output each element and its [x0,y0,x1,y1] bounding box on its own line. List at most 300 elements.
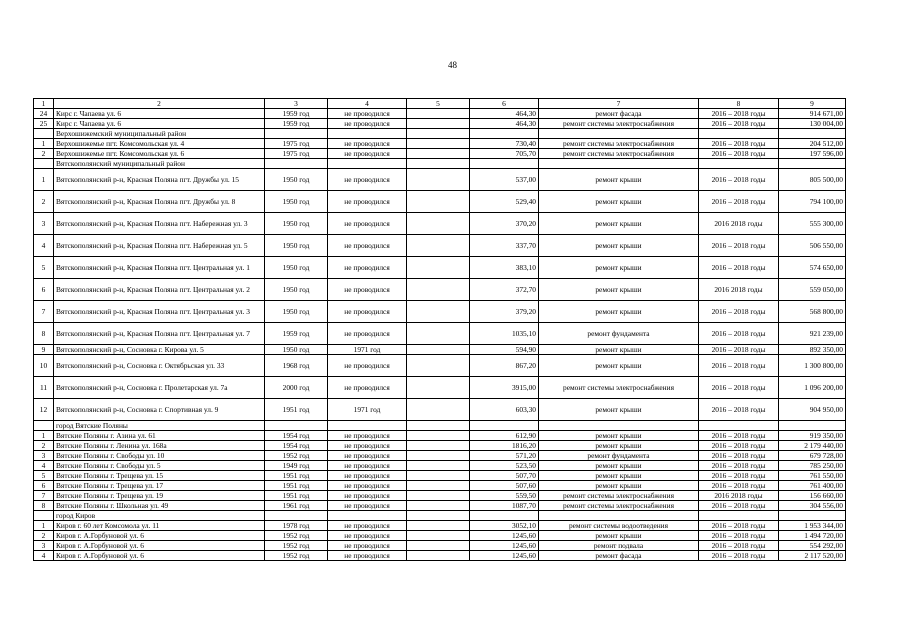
area-cell: 370,20 [470,213,539,235]
period-cell: 2016 – 2018 годы [699,257,779,279]
section-title: город Киров [54,511,265,521]
row-number-cell: 8 [34,501,54,511]
table-row [34,235,846,257]
row-number-cell: 1 [34,169,54,191]
col5-value-cell [407,213,470,235]
work-type-cell: ремонт крыши [539,441,699,451]
address-cell: Киров г. А.Горбуновой ул. 6 [54,541,265,551]
build-year-cell: 1959 год [265,109,328,119]
last-overhaul-cell: не проводился [328,257,407,279]
col5-value-cell [407,109,470,119]
build-year-cell: 1959 год [265,119,328,129]
area-cell: 571,20 [470,451,539,461]
row-number-cell: 3 [34,213,54,235]
last-overhaul-cell: не проводился [328,471,407,481]
address-cell: Вятскополянский р-н, Красная Поляна пгт. Дружбы ул. 15 [54,169,265,191]
empty-cell [328,421,407,431]
area-cell: 537,00 [470,169,539,191]
table-row [34,257,846,279]
table-row [34,149,846,159]
col5-value-cell [407,441,470,451]
empty-cell [265,159,328,169]
area-cell: 1245,60 [470,551,539,561]
last-overhaul-cell: не проводился [328,551,407,561]
last-overhaul-cell: не проводился [328,213,407,235]
period-cell: 2016 – 2018 годы [699,551,779,561]
col5-value-cell [407,461,470,471]
cost-cell: 2 117 520,00 [779,551,846,561]
row-number-cell: 3 [34,541,54,551]
period-cell: 2016 – 2018 годы [699,139,779,149]
last-overhaul-cell: не проводился [328,481,407,491]
row-number-cell: 2 [34,149,54,159]
page-number: 48 [448,60,457,70]
build-year-cell: 1950 год [265,213,328,235]
work-type-cell: ремонт системы электроснабжения [539,491,699,501]
col5-value-cell [407,431,470,441]
address-cell: Киров г. 60 лет Комсомола ул. 11 [54,521,265,531]
table-row [34,191,846,213]
cost-cell: 130 004,00 [779,119,846,129]
cost-cell: 761 550,00 [779,471,846,481]
build-year-cell: 1951 год [265,481,328,491]
table-row [34,551,846,561]
header-cell: 8 [699,99,779,109]
work-type-cell: ремонт крыши [539,431,699,441]
area-cell: 730,40 [470,139,539,149]
col5-value-cell [407,451,470,461]
row-number-cell: 5 [34,257,54,279]
cost-cell: 785 250,00 [779,461,846,471]
area-cell: 594,90 [470,345,539,355]
build-year-cell: 1975 год [265,139,328,149]
row-number-cell: 5 [34,471,54,481]
address-cell: Вятскополянский р-н, Красная Поляна пгт. Центральная ул. 2 [54,279,265,301]
table-row [34,501,846,511]
period-cell: 2016 – 2018 годы [699,345,779,355]
col5-value-cell [407,119,470,129]
table-row [34,521,846,531]
empty-cell [407,511,470,521]
cost-cell: 559 050,00 [779,279,846,301]
cost-cell: 892 350,00 [779,345,846,355]
row-number-cell: 1 [34,431,54,441]
area-cell: 3052,10 [470,521,539,531]
period-cell: 2016 – 2018 годы [699,323,779,345]
work-type-cell: ремонт фасада [539,109,699,119]
empty-cell [407,159,470,169]
cost-cell: 555 300,00 [779,213,846,235]
area-cell: 1245,60 [470,531,539,541]
last-overhaul-cell: не проводился [328,491,407,501]
period-cell: 2016 2018 годы [699,491,779,501]
cost-cell: 2 179 440,00 [779,441,846,451]
build-year-cell: 1961 год [265,501,328,511]
address-cell: Вятские Поляны г. Трещева ул. 19 [54,491,265,501]
address-cell: Вятскополянский р-н, Сосновка г. Кирова ул. 5 [54,345,265,355]
section-number-cell [34,511,54,521]
address-cell: Киров г. А.Горбуновой ул. 6 [54,551,265,561]
cost-cell: 1 300 800,00 [779,355,846,377]
last-overhaul-cell: не проводился [328,521,407,531]
cost-cell: 904 950,00 [779,399,846,421]
work-type-cell: ремонт системы электроснабжения [539,139,699,149]
col5-value-cell [407,481,470,491]
area-cell: 1087,70 [470,501,539,511]
area-cell: 1816,20 [470,441,539,451]
work-type-cell: ремонт крыши [539,399,699,421]
last-overhaul-cell: не проводился [328,541,407,551]
period-cell: 2016 – 2018 годы [699,441,779,451]
cost-cell: 197 596,00 [779,149,846,159]
header-cell: 3 [265,99,328,109]
col5-value-cell [407,345,470,355]
empty-cell [699,421,779,431]
build-year-cell: 1950 год [265,301,328,323]
empty-cell [328,511,407,521]
area-cell: 603,30 [470,399,539,421]
row-number-cell: 8 [34,323,54,345]
header-cell: 9 [779,99,846,109]
empty-cell [779,511,846,521]
cost-cell: 805 500,00 [779,169,846,191]
section-number-cell [34,159,54,169]
period-cell: 2016 – 2018 годы [699,481,779,491]
col5-value-cell [407,149,470,159]
last-overhaul-cell: 1971 год [328,399,407,421]
last-overhaul-cell: 1971 год [328,345,407,355]
build-year-cell: 1950 год [265,345,328,355]
col5-value-cell [407,471,470,481]
row-number-cell: 9 [34,345,54,355]
build-year-cell: 1950 год [265,191,328,213]
address-cell: Вятские Поляны г. Трещева ул. 15 [54,471,265,481]
address-cell: Киров г. А.Горбуновой ул. 6 [54,531,265,541]
work-type-cell: ремонт фасада [539,551,699,561]
address-cell: Вятскополянский р-н, Сосновка г. Пролетарская ул. 7а [54,377,265,399]
last-overhaul-cell: не проводился [328,301,407,323]
build-year-cell: 1952 год [265,541,328,551]
period-cell: 2016 – 2018 годы [699,501,779,511]
row-number-cell: 6 [34,481,54,491]
table-row [34,345,846,355]
build-year-cell: 1978 год [265,521,328,531]
last-overhaul-cell: не проводился [328,139,407,149]
work-type-cell: ремонт системы электроснабжения [539,119,699,129]
row-number-cell: 2 [34,531,54,541]
period-cell: 2016 – 2018 годы [699,235,779,257]
period-cell: 2016 – 2018 годы [699,119,779,129]
cost-cell: 1 953 344,00 [779,521,846,531]
empty-cell [265,511,328,521]
period-cell: 2016 – 2018 годы [699,109,779,119]
cost-cell: 679 728,00 [779,451,846,461]
build-year-cell: 1951 год [265,471,328,481]
build-year-cell: 1951 год [265,399,328,421]
last-overhaul-cell: не проводился [328,119,407,129]
col5-value-cell [407,491,470,501]
header-cell: 6 [470,99,539,109]
table-row [34,431,846,441]
work-type-cell: ремонт системы водоотведения [539,521,699,531]
table-row [34,481,846,491]
empty-cell [470,421,539,431]
work-type-cell: ремонт фундамента [539,451,699,461]
last-overhaul-cell: не проводился [328,441,407,451]
section-number-cell [34,421,54,431]
last-overhaul-cell: не проводился [328,451,407,461]
area-cell: 1035,10 [470,323,539,345]
period-cell: 2016 – 2018 годы [699,355,779,377]
empty-cell [407,129,470,139]
row-number-cell: 7 [34,491,54,501]
area-cell: 464,30 [470,109,539,119]
header-cell: 7 [539,99,699,109]
cost-cell: 568 800,00 [779,301,846,323]
table-row [34,301,846,323]
address-cell: Вятскополянский р-н, Красная Поляна пгт. Центральная ул. 7 [54,323,265,345]
work-type-cell: ремонт крыши [539,169,699,191]
area-cell: 1245,60 [470,541,539,551]
empty-cell [699,511,779,521]
table-row [34,323,846,345]
address-cell: Вятскополянский р-н, Красная Поляна пгт. Центральная ул. 1 [54,257,265,279]
table-row [34,531,846,541]
area-cell: 612,90 [470,431,539,441]
period-cell: 2016 – 2018 годы [699,471,779,481]
period-cell: 2016 – 2018 годы [699,149,779,159]
build-year-cell: 1954 год [265,441,328,451]
address-cell: Вятские Поляны г. Трещева ул. 17 [54,481,265,491]
table-row [34,451,846,461]
address-cell: Верхошижемье пгт. Комсомольская ул. 6 [54,149,265,159]
row-number-cell: 7 [34,301,54,323]
col5-value-cell [407,521,470,531]
work-type-cell: ремонт крыши [539,355,699,377]
empty-cell [470,511,539,521]
col5-value-cell [407,323,470,345]
row-number-cell: 3 [34,451,54,461]
period-cell: 2016 2018 годы [699,279,779,301]
address-cell: Вятскополянский р-н, Красная Поляна пгт. Набережная ул. 3 [54,213,265,235]
last-overhaul-cell: не проводился [328,109,407,119]
address-cell: Кирс г. Чапаева ул. 6 [54,109,265,119]
section-number-cell [34,129,54,139]
col5-value-cell [407,301,470,323]
table-row [34,355,846,377]
col5-value-cell [407,501,470,511]
table-row [34,279,846,301]
cost-cell: 506 550,00 [779,235,846,257]
build-year-cell: 1950 год [265,279,328,301]
empty-cell [470,129,539,139]
area-cell: 379,20 [470,301,539,323]
last-overhaul-cell: не проводился [328,531,407,541]
area-cell: 559,50 [470,491,539,501]
empty-cell [699,159,779,169]
cost-cell: 794 100,00 [779,191,846,213]
column-number-row [34,99,846,109]
cost-cell: 156 660,00 [779,491,846,501]
row-number-cell: 10 [34,355,54,377]
address-cell: Вятские Поляны г. Ленина ул. 168а [54,441,265,451]
empty-cell [539,511,699,521]
header-cell: 2 [54,99,265,109]
period-cell: 2016 – 2018 годы [699,531,779,541]
table-row [34,541,846,551]
period-cell: 2016 – 2018 годы [699,461,779,471]
col5-value-cell [407,235,470,257]
row-number-cell: 25 [34,119,54,129]
cost-cell: 204 512,00 [779,139,846,149]
empty-cell [779,159,846,169]
work-type-cell: ремонт крыши [539,481,699,491]
work-type-cell: ремонт крыши [539,279,699,301]
table-row [34,213,846,235]
table-row [34,399,846,421]
section-title: Верхошижемский муниципальный район [54,129,265,139]
address-cell: Вятскополянский р-н, Красная Поляна пгт. Центральная ул. 3 [54,301,265,323]
empty-cell [779,129,846,139]
cost-cell: 574 650,00 [779,257,846,279]
last-overhaul-cell: не проводился [328,461,407,471]
last-overhaul-cell: не проводился [328,323,407,345]
col5-value-cell [407,541,470,551]
col5-value-cell [407,355,470,377]
row-number-cell: 2 [34,441,54,451]
address-cell: Вятскополянский р-н, Сосновка г. Спортивная ул. 9 [54,399,265,421]
address-cell: Вятскополянский р-н, Красная Поляна пгт. Дружбы ул. 8 [54,191,265,213]
period-cell: 2016 – 2018 годы [699,191,779,213]
build-year-cell: 1950 год [265,169,328,191]
period-cell: 2016 – 2018 годы [699,521,779,531]
empty-cell [328,129,407,139]
address-cell: Вятские Поляны г. Школьная ул. 49 [54,501,265,511]
work-type-cell: ремонт крыши [539,471,699,481]
cost-cell: 554 292,00 [779,541,846,551]
area-cell: 372,70 [470,279,539,301]
row-number-cell: 6 [34,279,54,301]
cost-cell: 919 350,00 [779,431,846,441]
build-year-cell: 1952 год [265,531,328,541]
col5-value-cell [407,531,470,541]
table-row [34,491,846,501]
period-cell: 2016 – 2018 годы [699,301,779,323]
empty-cell [470,159,539,169]
col5-value-cell [407,551,470,561]
address-cell: Верхошижемье пгт. Комсомольская ул. 4 [54,139,265,149]
period-cell: 2016 – 2018 годы [699,451,779,461]
table-row [34,377,846,399]
work-type-cell: ремонт крыши [539,213,699,235]
row-number-cell: 4 [34,551,54,561]
period-cell: 2016 – 2018 годы [699,541,779,551]
last-overhaul-cell: не проводился [328,279,407,301]
empty-cell [779,421,846,431]
cost-cell: 304 556,00 [779,501,846,511]
table-row [34,169,846,191]
build-year-cell: 1954 год [265,431,328,441]
work-type-cell: ремонт крыши [539,461,699,471]
area-cell: 507,60 [470,481,539,491]
table-row [34,471,846,481]
area-cell: 383,10 [470,257,539,279]
header-cell: 1 [34,99,54,109]
area-cell: 867,20 [470,355,539,377]
area-cell: 337,70 [470,235,539,257]
build-year-cell: 1951 год [265,491,328,501]
empty-cell [539,129,699,139]
work-type-cell: ремонт крыши [539,191,699,213]
header-cell: 5 [407,99,470,109]
cost-cell: 761 400,00 [779,481,846,491]
last-overhaul-cell: не проводился [328,377,407,399]
build-year-cell: 2000 год [265,377,328,399]
address-cell: Вятские Поляны г. Свободы ул. 5 [54,461,265,471]
address-cell: Вятскополянский р-н, Красная Поляна пгт. Набережная ул. 5 [54,235,265,257]
build-year-cell: 1952 год [265,451,328,461]
work-type-cell: ремонт системы электроснабжения [539,377,699,399]
build-year-cell: 1949 год [265,461,328,471]
row-number-cell: 12 [34,399,54,421]
empty-cell [407,421,470,431]
area-cell: 507,70 [470,471,539,481]
table-row [34,119,846,129]
work-type-cell: ремонт фундамента [539,323,699,345]
cost-cell: 921 239,00 [779,323,846,345]
work-type-cell: ремонт системы электроснабжения [539,149,699,159]
section-title: Вятскополянский муниципальный район [54,159,265,169]
build-year-cell: 1950 год [265,257,328,279]
row-number-cell: 11 [34,377,54,399]
area-cell: 523,50 [470,461,539,471]
col5-value-cell [407,191,470,213]
empty-cell [539,421,699,431]
build-year-cell: 1952 год [265,551,328,561]
section-row [34,511,846,521]
last-overhaul-cell: не проводился [328,431,407,441]
table-row [34,441,846,451]
address-cell: Вятские Поляны г. Свободы ул. 10 [54,451,265,461]
work-type-cell: ремонт крыши [539,257,699,279]
period-cell: 2016 – 2018 годы [699,169,779,191]
row-number-cell: 1 [34,521,54,531]
col5-value-cell [407,257,470,279]
table-row [34,139,846,149]
build-year-cell: 1975 год [265,149,328,159]
row-number-cell: 24 [34,109,54,119]
area-cell: 705,70 [470,149,539,159]
address-cell: Кирс г. Чапаева ул. 6 [54,119,265,129]
area-cell: 464,30 [470,119,539,129]
overhaul-program-table [33,98,846,561]
work-type-cell: ремонт крыши [539,235,699,257]
address-cell: Вятскополянский р-н, Сосновка г. Октябрьская ул. 33 [54,355,265,377]
empty-cell [265,129,328,139]
col5-value-cell [407,139,470,149]
empty-cell [699,129,779,139]
cost-cell: 914 671,00 [779,109,846,119]
section-title: город Вятские Поляны [54,421,265,431]
row-number-cell: 4 [34,461,54,471]
section-row [34,129,846,139]
build-year-cell: 1959 год [265,323,328,345]
cost-cell: 1 096 200,00 [779,377,846,399]
section-row [34,421,846,431]
period-cell: 2016 2018 годы [699,213,779,235]
row-number-cell: 2 [34,191,54,213]
col5-value-cell [407,169,470,191]
